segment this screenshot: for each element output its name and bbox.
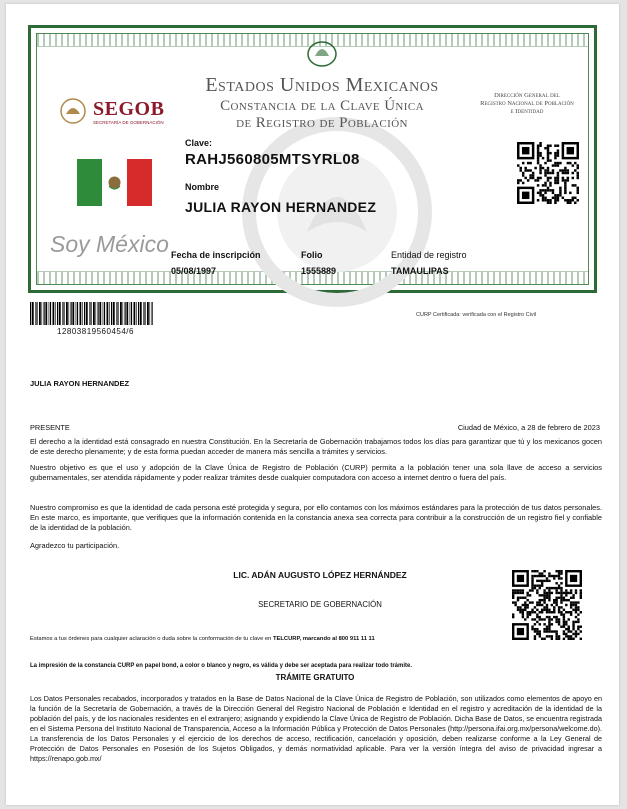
certified-note: CURP Certificada: verificada con el Registro Civil: [416, 312, 537, 318]
contact-line: [30, 634, 500, 644]
letter-paragraph-1: El derecho a la identidad está consagrado en nuestra Constitución. En la Secretaría de Gobernación trabajamos todos los días para garantizar que tú y los mexicanos gocen de este derecho plenamente; y de esta forma puedan acceder de manera más sencilla a trámites y servicios.: [30, 437, 602, 456]
barcode-number: 12803819560454/6: [57, 327, 134, 336]
card-inner-border: [36, 33, 589, 285]
clave-label: Clave:: [185, 138, 213, 148]
fecha-value: 05/08/1997: [171, 266, 217, 276]
entidad-label: Entidad de registro: [391, 250, 467, 260]
curp-value: RAHJ560805MTSYRL08: [185, 151, 360, 168]
flag-red-stripe: [127, 159, 152, 206]
nombre-value: JULIA RAYON HERNANDEZ: [185, 199, 377, 215]
letter-paragraph-2: Nuestro objetivo es que el uso y adopción de la Clave Única de Registro de Población (CURP) permita a la población tener una sola llave de acceso a servicios gubernamentales, ser atendida rápidamente y poder realizar trámites desde cualquier computadora con acceso a internet dentro o fuera del país.: [30, 463, 602, 482]
print-note: La impresión de la constancia CURP en papel bond, a color o blanco y negro, es válida y debe ser aceptada para realizar todo trámite.: [30, 663, 413, 669]
signer-title: SECRETARIO DE GOBERNACIÓN: [258, 600, 382, 609]
fecha-label: Fecha de inscripción: [171, 250, 261, 260]
barcode: [30, 302, 154, 325]
nombre-label: Nombre: [185, 182, 220, 192]
flag-eagle-icon: [102, 159, 127, 206]
subtitle-line-2: de Registro de Población: [236, 115, 408, 131]
mexico-flag-icon: [77, 159, 152, 206]
flag-white-stripe: [102, 159, 127, 206]
letter-thanks: Agradezco tu participación.: [30, 541, 120, 550]
national-crest-icon: [297, 34, 347, 70]
agency-line-2: Registro Nacional de Población: [480, 100, 574, 107]
agency-name: [462, 92, 592, 116]
letter-qr-code: [512, 570, 582, 640]
agency-line-3: e Identidad: [510, 108, 544, 115]
slogan-text: Soy México: [50, 231, 169, 257]
card-qr-code: [517, 142, 579, 204]
segob-logo-sub: SECRETARÍA DE GOBERNACIÓN: [93, 120, 164, 125]
letter-date: Ciudad de México, a 28 de febrero de 2023: [457, 423, 600, 432]
segob-logo-text: SEGOB: [93, 98, 165, 120]
letter-recipient: JULIA RAYON HERNANDEZ: [30, 379, 130, 388]
flag-green-stripe: [77, 159, 102, 206]
entidad-value: TAMAULIPAS: [391, 266, 449, 276]
letter-paragraph-3: Nuestro compromiso es que la identidad de cada persona esté protegida y segura, por ello contamos con los máximos estándares para la protección de tus datos personales. En este marco, es importante, que verifiques que la información contenida en la constancia anexa sea correcta para contribuir a la construcción de un registro fiel y confiable de la identidad de la población.: [30, 503, 602, 532]
folio-value: 1555889: [301, 266, 337, 276]
agency-line-1: Dirección General del: [494, 92, 560, 99]
header-subtitle: [187, 98, 457, 132]
segob-crest-icon: [57, 96, 89, 126]
letter-presente: PRESENTE: [30, 423, 70, 432]
contact-phone: TELCURP, marcando al 800 911 11 11: [272, 636, 375, 642]
privacy-notice: Los Datos Personales recabados, incorporados y tratados en la Base de Datos Nacional de la Clave Única de Registro de Población, son utilizados como elementos de apoyo en la función de la Secretaría de Gobernación, a través de la Dirección General del Registro Nacional de Población e Identidad en el registro y acreditación de la identidad de la población del país, y de los nacionales residentes en el extranjero; asignando y expidiendo la Clave Única de Registro de Población. Dicha Base de Datos, se encuentra registrada en el Sistema Persona del Instituto Nacional de Transparencia, Acceso a la Información Pública y Protección de Datos Personales (http://persona.ifai.org.mx/persona/welcome.do). La transferencia de los Datos Personales y el ejercicio de los derechos de acceso, rectificación, cancelación y oposición, deben realizarse conforme a la Ley General de Protección de Datos Personales en Posesión de los Sujetos Obligados, y demás normatividad aplicable. Para ver la versión íntegra del aviso de privacidad ingresar a https://renapo.gob.mx/: [30, 694, 602, 763]
header-title: Estados Unidos Mexicanos: [205, 74, 439, 96]
signer-name: LIC. ADÁN AUGUSTO LÓPEZ HERNÁNDEZ: [233, 570, 407, 580]
curp-card: [28, 25, 597, 293]
folio-label: Folio: [301, 250, 323, 260]
contact-text: Estamos a tus órdenes para cualquier aclaración o duda sobre la conformación de tu clave en: [30, 636, 273, 642]
tramite-gratuito: TRÁMITE GRATUITO: [275, 673, 355, 682]
subtitle-line-1: Constancia de la Clave Única: [220, 98, 424, 114]
